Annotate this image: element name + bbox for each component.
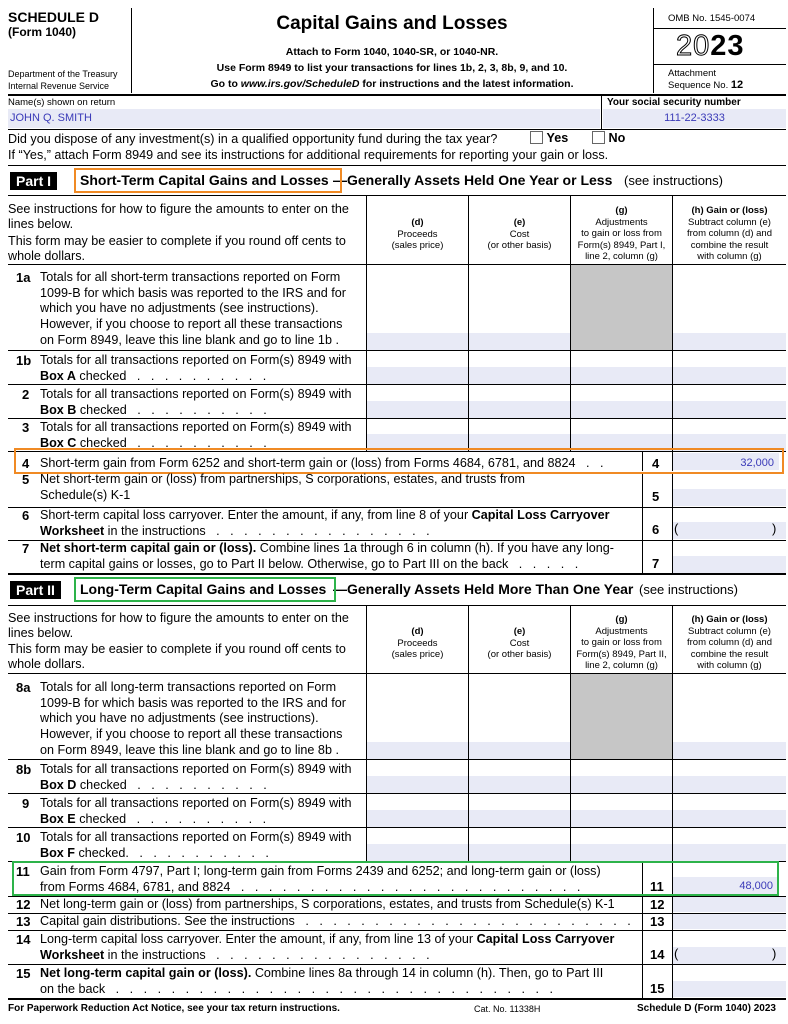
line5-text: Net short-term gain or (loss) from partnerships, S corporations, estates, and trusts from Schedule(s) K-1 <box>40 472 526 502</box>
footer-form-id: Schedule D (Form 1040) 2023 <box>637 1003 776 1014</box>
part2-instr1: See instructions for how to figure the amounts to enter on the <box>8 611 349 625</box>
line13-number: 13 <box>16 914 31 929</box>
line8b-number: 8b <box>16 762 32 777</box>
line8a-col-d[interactable] <box>367 742 468 759</box>
line8b-col-h[interactable] <box>673 776 786 793</box>
part1-instr1b: lines below. <box>8 217 74 231</box>
part1-title: Short-Term Capital Gains and Losses <box>80 172 329 188</box>
line6-number: 6 <box>22 508 30 523</box>
line6-paren-open: ( <box>674 521 679 536</box>
line4-box: 4 <box>652 456 660 471</box>
qof-yes: Yes <box>530 131 568 145</box>
line13-col-h[interactable] <box>673 914 786 929</box>
p2-col-e-header: (e) Cost (or other basis) <box>487 626 552 660</box>
line1b-col-d[interactable] <box>367 367 468 384</box>
line8b-col-e[interactable] <box>469 776 570 793</box>
line2-col-e[interactable] <box>469 401 570 418</box>
line1a-col-e[interactable] <box>469 333 570 350</box>
line1b-col-h[interactable] <box>673 367 786 384</box>
line10-col-d[interactable] <box>367 844 468 861</box>
line9-col-e[interactable] <box>469 810 570 827</box>
line6-box: 6 <box>652 522 660 537</box>
dept-line1: Department of the Treasury <box>8 69 118 79</box>
use-8949-note: Use Form 8949 to list your transactions for lines 1b, 2, 3, 8b, 9, and 10. <box>216 62 568 74</box>
line1b-number: 1b <box>16 353 32 368</box>
line9-col-d[interactable] <box>367 810 468 827</box>
line12-col-h[interactable] <box>673 897 786 912</box>
line5-box: 5 <box>652 489 660 504</box>
footer-cat: Cat. No. 11338H <box>474 1004 541 1014</box>
part1-tag: Part I <box>10 172 57 190</box>
form-name: SCHEDULE D <box>8 9 100 25</box>
line4-highlight <box>14 448 784 474</box>
attachment-label: Attachment <box>668 68 717 79</box>
line1a-number: 1a <box>16 270 31 285</box>
part2-instr2b: whole dollars. <box>8 657 86 671</box>
line2-number: 2 <box>22 387 30 402</box>
line9-number: 9 <box>22 796 30 811</box>
part2-title-rest: —Generally Assets Held More Than One Year <box>333 581 634 597</box>
part2-title-note: (see instructions) <box>639 582 738 597</box>
part2-instr2: This form may be easier to complete if you round off cents to <box>8 642 346 656</box>
line14-text: Long-term capital loss carryover. Enter the amount, if any, from line 13 of your Capital Loss Carryover Worksheet in the instructions . . . . . . . . . . . . . . . . <box>40 932 615 962</box>
col-e-header: (e) Cost (or other basis) <box>487 217 552 251</box>
form-title: Capital Gains and Losses <box>276 13 508 34</box>
line11-number: 11 <box>16 864 30 879</box>
line11-highlight <box>12 861 779 896</box>
line7-col-h[interactable] <box>673 556 786 573</box>
line1a-col-d[interactable] <box>367 333 468 350</box>
line5-col-h[interactable] <box>673 489 786 506</box>
line15-text: Net long-term capital gain or (loss). Combine lines 8a through 14 in column (h). Then, go to Part III on the back . . . . . . . . . . . . . . . . . . . . . . . . . . . . . . . . <box>40 966 604 996</box>
line4-value: 32,000 <box>740 457 774 469</box>
line10-number: 10 <box>16 830 31 845</box>
line1b-col-e[interactable] <box>469 367 570 384</box>
line13-text: Capital gain distributions. See the instructions . . . . . . . . . . . . . . . . . . . . . . . . <box>40 914 631 928</box>
line1a-col-h[interactable] <box>673 333 786 350</box>
line8b-col-d[interactable] <box>367 776 468 793</box>
part2-title: Long-Term Capital Gains and Losses <box>80 581 327 597</box>
taxpayer-ssn: 111-22-3333 <box>664 112 725 124</box>
line2-col-h[interactable] <box>673 401 786 418</box>
part2-instr1b: lines below. <box>8 626 74 640</box>
line2-col-g[interactable] <box>571 401 672 418</box>
line14-number: 14 <box>16 932 31 947</box>
line15-number: 15 <box>16 966 31 981</box>
line14-box: 14 <box>650 947 665 962</box>
line10-col-g[interactable] <box>571 844 672 861</box>
tax-year: 2023 <box>676 30 745 62</box>
line12-box: 12 <box>650 897 665 912</box>
part1-instr2: This form may be easier to complete if you round off cents to <box>8 234 346 248</box>
line1a-text: Totals for all short-term transactions reported on Form 1099-B for which basis was reported to the IRS and for which you have no adjustments (see instructions). However, if you choose to report all these transactions on Form 8949, leave this line blank and go to line 1b . <box>40 270 346 347</box>
line12-text: Net long-term gain or (loss) from partnerships, S corporations, estates, and trusts from Schedule(s) K-1 <box>40 897 615 911</box>
col-g-header: (g) Adjustments to gain or loss from Form(s) 8949, Part I, line 2, column (g) <box>577 205 666 262</box>
line8a-col-h[interactable] <box>673 742 786 759</box>
line8a-col-g-shaded <box>571 674 672 759</box>
line8b-text: Totals for all transactions reported on Form(s) 8949 with Box D checked . . . . . . . . . . <box>40 762 352 792</box>
part2-tag: Part II <box>10 581 61 599</box>
col-d-header: (d) Proceeds (sales price) <box>391 217 444 251</box>
line4-text: Short-term gain from Form 6252 and short-term gain or (loss) from Forms 4684, 6781, and 8824 . . <box>40 456 604 470</box>
line5-number: 5 <box>22 472 30 487</box>
name-label: Name(s) shown on return <box>8 97 116 108</box>
line1a-col-g-shaded <box>571 265 672 350</box>
footer-notice: For Paperwork Reduction Act Notice, see your tax return instructions. <box>8 1003 340 1014</box>
line10-col-e[interactable] <box>469 844 570 861</box>
sequence-label: Sequence No. 12 <box>668 79 744 91</box>
line10-text: Totals for all transactions reported on Form(s) 8949 with Box F checked. . . . . . . . . . . <box>40 830 352 860</box>
line14-paren-open: ( <box>674 946 679 961</box>
line9-text: Totals for all transactions reported on Form(s) 8949 with Box E checked . . . . . . . . . . <box>40 796 352 826</box>
p2-col-d-header: (d) Proceeds (sales price) <box>391 626 444 660</box>
line7-number: 7 <box>22 541 30 556</box>
line15-box: 15 <box>650 981 665 996</box>
line14-paren-close: ) <box>772 946 777 961</box>
qof-question: Did you dispose of any investment(s) in a qualified opportunity fund during the tax year? <box>8 132 498 146</box>
line3-number: 3 <box>22 420 30 435</box>
col-h-header: (h) Gain or (loss) Subtract column (e) from column (d) and combine the result with column (g) <box>686 205 772 262</box>
part1-title-rest: —Generally Assets Held One Year or Less <box>333 172 613 188</box>
line7-text: Net short-term capital gain or (loss). Combine lines 1a through 6 in column (h). If you have any long- term capital gains or losses, go to Part II below. Otherwise, go to Part III on the back . . . . . <box>40 541 614 571</box>
line11-value: 48,000 <box>739 880 773 892</box>
line12-number: 12 <box>16 897 31 912</box>
line2-col-d[interactable] <box>367 401 468 418</box>
line1b-col-g[interactable] <box>571 367 672 384</box>
line13-box: 13 <box>650 914 665 929</box>
attach-note: Attach to Form 1040, 1040-SR, or 1040-NR. <box>285 46 499 58</box>
dept-line2: Internal Revenue Service <box>8 81 110 91</box>
line4-number: 4 <box>22 456 30 471</box>
line8b-col-g[interactable] <box>571 776 672 793</box>
part1-instr1: See instructions for how to figure the amounts to enter on the <box>8 202 349 216</box>
line11-box: 11 <box>650 879 664 894</box>
line6-text: Short-term capital loss carryover. Enter the amount, if any, from line 8 of your Capital Loss Carryover Worksheet in the instructions . . . . . . . . . . . . . . . . <box>40 508 610 538</box>
part2-highlight <box>74 577 336 602</box>
line8a-col-e[interactable] <box>469 742 570 759</box>
omb-number: OMB No. 1545-0074 <box>668 13 756 24</box>
qof-no: No <box>592 131 625 145</box>
part1-highlight <box>74 168 342 193</box>
line8a-text: Totals for all long-term transactions reported on Form 1099-B for which basis was reported to the IRS and for which you have no adjustments (see instructions). However, if you choose to report all these transactions on Form 8949, leave this line blank and go to line 8b . <box>40 680 346 757</box>
line14-col-h[interactable] <box>673 947 786 964</box>
line1b-text: Totals for all transactions reported on Form(s) 8949 with Box A checked . . . . . . . . . . <box>40 353 352 383</box>
part1-instr2b: whole dollars. <box>8 249 86 263</box>
line9-col-g[interactable] <box>571 810 672 827</box>
p2-col-h-header: (h) Gain or (loss) Subtract column (e) from column (d) and combine the result with column (g) <box>686 614 772 671</box>
line6-paren-close: ) <box>772 521 777 536</box>
line9-col-h[interactable] <box>673 810 786 827</box>
line11-text: Gain from Form 4797, Part I; long-term gain from Forms 2439 and 6252; and long-term gain or (loss) from Forms 4684, 6781, and 8824 . . . . . . . . . . . . . . . . . . . . . . . . . <box>40 864 601 894</box>
taxpayer-name: JOHN Q. SMITH <box>10 112 92 124</box>
line15-col-h[interactable] <box>673 981 786 997</box>
line10-col-h[interactable] <box>673 844 786 861</box>
line6-col-h[interactable] <box>673 522 786 539</box>
goto-note: Go to www.irs.gov/ScheduleD for instructions and the latest information. <box>210 78 574 90</box>
form-sub: (Form 1040) <box>8 25 77 39</box>
yes-checkbox[interactable] <box>530 131 543 144</box>
line7-box: 7 <box>652 556 660 571</box>
ssn-label: Your social security number <box>607 97 741 108</box>
p2-col-g-header: (g) Adjustments to gain or loss from Form(s) 8949, Part II, line 2, column (g) <box>576 614 667 671</box>
line3-text: Totals for all transactions reported on Form(s) 8949 with Box C checked . . . . . . . . . . <box>40 420 352 450</box>
name-field[interactable] <box>8 109 600 128</box>
qof-note: If “Yes,” attach Form 8949 and see its instructions for additional requirements for reporting your gain or loss. <box>8 148 609 162</box>
line8a-number: 8a <box>16 680 31 695</box>
part1-title-note: (see instructions) <box>624 173 723 188</box>
no-checkbox[interactable] <box>592 131 605 144</box>
line2-text: Totals for all transactions reported on Form(s) 8949 with Box B checked . . . . . . . . . . <box>40 387 352 417</box>
